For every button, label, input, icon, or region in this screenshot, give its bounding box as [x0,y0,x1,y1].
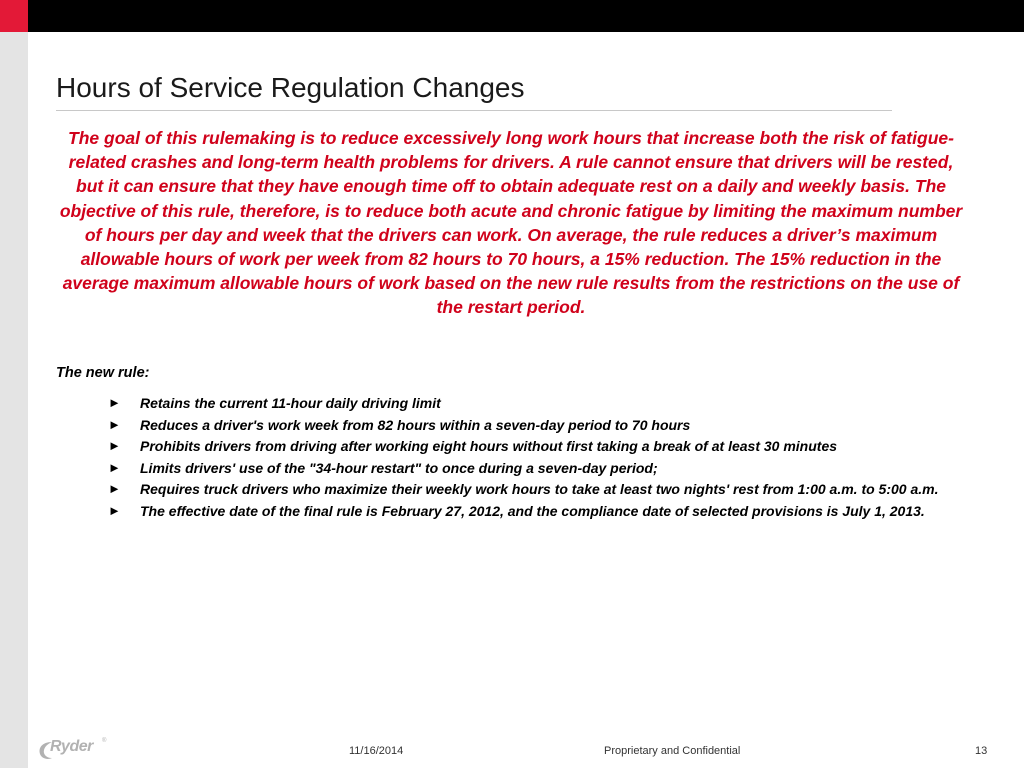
bullet-arrow-icon: ► [108,502,121,518]
slide-title: Hours of Service Regulation Changes [56,72,525,103]
new-rule-heading: The new rule: [56,365,150,381]
rule-bullet-list [108,395,946,524]
list-item [108,395,946,412]
page-number: 13 [975,745,988,757]
goal-paragraph: The goal of this rulemaking is to reduce excessively long work hours that increase both the risk of fatigue-related crashes and long-term health problems for drivers. A rule cannot ensure that drivers will be rested, but it can ensure that they have enough time off to obtain adequate rest on a daily and weekly basis. The objective of this rule, therefore, is to reduce both acute and chronic fatigue by limiting the maximum number of hours per day and week that the drivers can work. On average, the rule reduces a driver’s maximum allowable hours of work per week from 82 hours to 70 hours, a 15% reduction. The 15% reduction in the average maximum allowable hours of work based on the new rule results from the restrictions on the use of the restart period. [59,128,963,318]
bullet-text: Reduces a driver's work week from 82 hours within a seven-day period to 70 hours [140,416,691,433]
list-item [108,481,946,498]
bullet-text: The effective date of the final rule is February 27, 2012, and the compliance date of selected provisions is July 1, 2013. [140,502,925,519]
bullet-arrow-icon: ► [108,395,121,410]
bullet-arrow-icon: ► [108,481,121,496]
bullet-text: Requires truck drivers who maximize their weekly work hours to take at least two nights' rest from 1:00 a.m. to 5:00 a.m. [140,481,939,497]
list-item [108,503,946,520]
bullet-text: Prohibits drivers from driving after working eight hours without first taking a break of at least 30 minutes [140,438,838,454]
logo-registered-mark: ® [102,738,107,744]
top-red-accent [0,0,28,32]
bullet-text: Retains the current 11-hour daily driving limit [140,395,441,411]
logo-wordmark: Ryder [50,738,93,755]
footer-confidential: Proprietary and Confidential [604,745,741,757]
title-divider [56,110,892,111]
list-item [108,460,946,477]
footer-date: 11/16/2014 [349,745,404,757]
list-item [108,417,946,434]
list-item [108,438,946,455]
bullet-arrow-icon: ► [108,438,121,453]
bullet-arrow-icon: ► [108,459,121,475]
left-gray-strip [0,32,28,768]
bullet-arrow-icon: ► [108,416,121,432]
bullet-text: Limits drivers' use of the "34-hour restart" to once during a seven-day period; [140,459,658,476]
top-header-bar [0,0,1024,32]
